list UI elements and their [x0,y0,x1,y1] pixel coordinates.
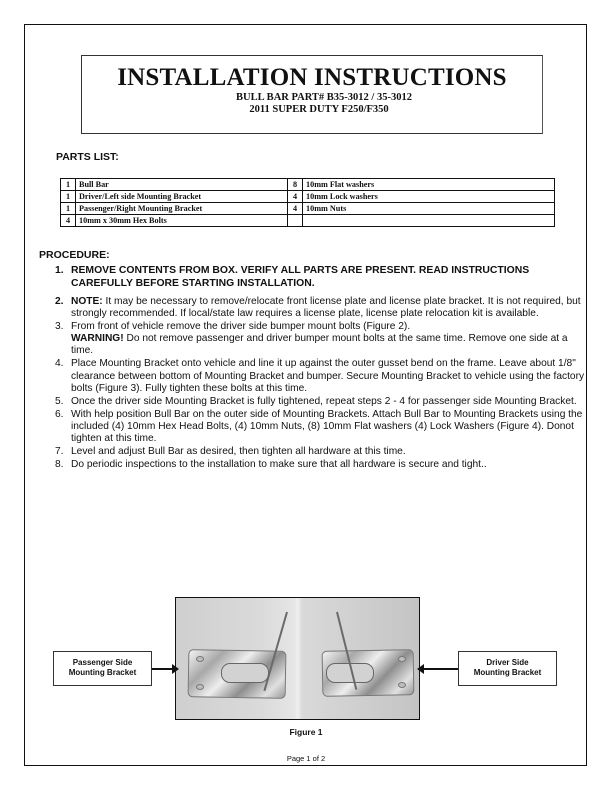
product-part-number: BULL BAR PART# B35-3012 / 35-3012 [236,92,412,103]
step-text: Do periodic inspections to the installation to make sure that all hardware is secure and tight.. [71,459,487,471]
table-row [61,203,555,215]
qty-cell: 4 [288,203,303,215]
qty-cell [288,215,303,227]
qty-cell: 4 [288,191,303,203]
label-line: Driver Side [486,658,529,667]
bracket-hole [196,684,204,690]
procedure-step-2 [55,296,585,320]
item-cell: Bull Bar [76,179,288,191]
qty-cell: 1 [61,203,76,215]
arrow-right-icon [152,668,173,670]
item-cell: 10mm Lock washers [303,191,555,203]
table-row [61,191,555,203]
figure-caption: Figure 1 [289,727,323,737]
qty-cell: 1 [61,179,76,191]
item-cell: 10mm Flat washers [303,179,555,191]
procedure-step-6 [55,409,585,445]
step-text: REMOVE CONTENTS FROM BOX. VERIFY ALL PARTS ARE PRESENT. READ INSTRUCTIONS CAREFULLY BEFORE STARTING INSTALLATION. [71,265,530,289]
figure-1-photo [175,597,420,720]
document-title: INSTALLATION INSTRUCTIONS [117,64,507,91]
passenger-side-label [53,651,152,686]
bracket-slot [221,663,269,683]
step-number: 7. [55,446,64,458]
item-cell: Driver/Left side Mounting Bracket [76,191,288,203]
warning-label: WARNING! [71,333,124,345]
step-number: 8. [55,459,64,471]
step-text: It may be necessary to remove/relocate front license plate and license plate bracket. It is not required, but strongly recommended. If local/state law requires a license plate, license plate relocation kit is available. [71,296,581,320]
item-cell [303,215,555,227]
table-row [61,215,555,227]
label-line: Mounting Bracket [473,668,542,677]
note-label: NOTE: [71,296,103,307]
step-number: 4. [55,358,64,370]
bracket-hole [196,656,204,662]
label-line: Passenger Side [72,658,133,667]
step-text: Level and adjust Bull Bar as desired, then tighten all hardware at this time. [71,446,406,458]
page-number: Page 1 of 2 [286,754,326,763]
arrow-left-icon [423,668,458,670]
procedure-heading: PROCEDURE: [39,249,110,261]
driver-side-label [458,651,557,686]
qty-cell: 4 [61,215,76,227]
item-cell: 10mm x 30mm Hex Bolts [76,215,288,227]
title-box [81,55,543,134]
step-number: 2. [55,296,64,307]
procedure-steps [55,264,585,472]
step-number: 3. [55,321,64,333]
step-text: With help position Bull Bar on the outer side of Mounting Brackets. Attach Bull Bar to Mounting Brackets using the included (4) 10mm Hex Head Bolts, (4) 10mm Nuts, (8) 10mm Flat washers (4) Lock Washers (Figure 4). Donot tighten at this time. [71,408,583,445]
procedure-step-4 [55,358,585,394]
label-line: Mounting Bracket [68,668,137,677]
vehicle-model: 2011 SUPER DUTY F250/F350 [249,104,389,115]
qty-cell: 1 [61,191,76,203]
procedure-step-8 [55,459,585,471]
step-text: Place Mounting Bracket onto vehicle and line it up against the outer gusset bend on the frame. Leave about 1/8" clearance between bottom of Mounting Bracket and bumper. Secure Mounting Bracket to vehicle using the factory bolts (Figure 3). Fully tighten these bolts at this time. [71,358,585,394]
bracket-hole [398,656,406,662]
step-number: 6. [55,408,64,420]
procedure-step-3 [55,321,585,357]
warning-text: Do not remove passenger and driver bumper mount bolts at the same time. Remove one side at a time. [71,333,568,357]
step-text: From front of vehicle remove the driver side bumper mount bolts (Figure 2). [71,321,411,333]
parts-list-table [60,178,555,227]
procedure-step-5 [55,396,585,408]
step-number: 1. [55,265,64,276]
parts-list-heading: PARTS LIST: [56,151,119,163]
procedure-step-7 [55,446,585,458]
table-row [61,179,555,191]
bracket-hole [398,682,406,688]
step-number: 5. [55,395,64,407]
step-text: Once the driver side Mounting Bracket is fully tightened, repeat steps 2 - 4 for passenger side Mounting Bracket. [71,395,577,407]
procedure-step-1 [55,264,585,290]
item-cell: 10mm Nuts [303,203,555,215]
item-cell: Passenger/Right Mounting Bracket [76,203,288,215]
qty-cell: 8 [288,179,303,191]
